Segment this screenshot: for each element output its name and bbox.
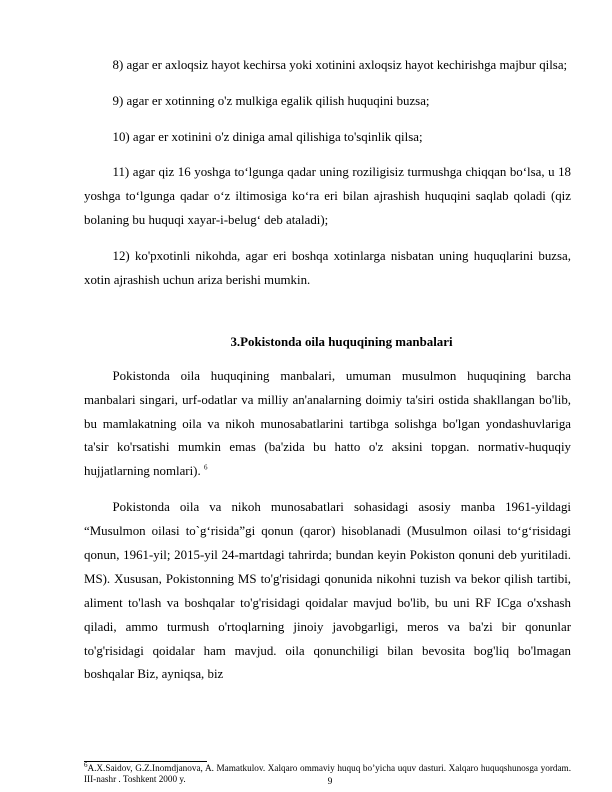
paragraph-item-12: 12) ko'pxotinli nikohda, agar eri boshqa xotinlarga nisbatan uning huquqlarini buzsa, xotin ajrashish uchun ariza berishi mumkin. bbox=[84, 249, 571, 287]
paragraph-item-11: 11) agar qiz 16 yoshga to‘lgunga qadar uning roziligisiz turmushga chiqqan bo‘lsa, u 18 yoshga to‘lgunga qadar o‘z iltimosiga ko‘ra eri bilan ajrashish huquqini saqlab qoladi (qiz bolaning bu huquqi xayar-i-belug‘ deb ataladi); bbox=[84, 165, 571, 228]
paragraph-item-8: 8) agar er axloqsiz hayot kechirsa yoki xotinini axloqsiz hayot kechirishga majbur qilsa; bbox=[112, 58, 568, 72]
paragraph-sources-text: Pokistonda oila huquqining manbalari, umuman musulmon huquqining barcha manbalari singari, urf-odatlar va milliy an'analarning doimiy ta'siri ostida shakllangan bo'lib, bu mamlakatning oila va nikoh munosabatlarini tartibga solishga bo'lgan yondashuvlariga ta'sir ko'rsatishi mumkin emas (ba'zida bu hatto o'z aksini topgan. normativ-huquqiy hujjatlarning nomlari). bbox=[84, 368, 571, 479]
footnote-reference: 6 bbox=[203, 464, 208, 473]
paragraph-item-10: 10) agar er xotinini o'z diniga amal qilishiga to'sqinlik qilsa; bbox=[112, 129, 423, 144]
footnote-text: A.X.Saidov, G.Z.Inomdjanova, A. Mamatkulov. Xalqaro ommaviy huquq bo’yicha uquv dasturi. Xalqaro huquqshunosga yordam. III-nashr . Toshkent 2000 y. bbox=[84, 763, 571, 784]
page-body bbox=[84, 54, 571, 687]
footnote-marker: 6 bbox=[84, 760, 88, 769]
paragraph-item-9: 9) agar er xotinning o'z mulkiga egalik qilish huquqini buzsa; bbox=[112, 93, 430, 108]
footnote-separator bbox=[84, 761, 207, 762]
page-number: 9 bbox=[327, 777, 333, 787]
paragraph-main-source: Pokistonda oila va nikoh munosabatlari sohasidagi asosiy manba 1961-yildagi “Musulmon oilasi to`g‘risida”gi qonun (qaror) hisoblanadi (Musulmon oilasi to‘g‘risidagi qonun, 1961-yil; 2015-yil 24-martdagi tahrirda; bundan keyin Pokiston qonuni deb yuritiladi. MS). Xususan, Pokistonning MS to'g'risidagi qonunida nikohni tuzish va bekor qilish tartibi, aliment to'lash va boshqalar to'g'risidagi qoidalar mavjud bo'lib, bu uni RF ICga o'xshash qiladi, ammo turmush o'rtoqlarning jinoiy javobgarligi, meros va ba'zi bir qonunlar to'g'risidagi qoidalar ham mavjud. oila qonunchiligi bilan bevosita bog'liq bo'lmagan boshqalar Biz, ayniqsa, biz bbox=[84, 500, 571, 682]
paragraph-sources bbox=[84, 365, 571, 485]
section-heading: 3.Pokistonda oila huquqining manbalari bbox=[230, 334, 453, 349]
